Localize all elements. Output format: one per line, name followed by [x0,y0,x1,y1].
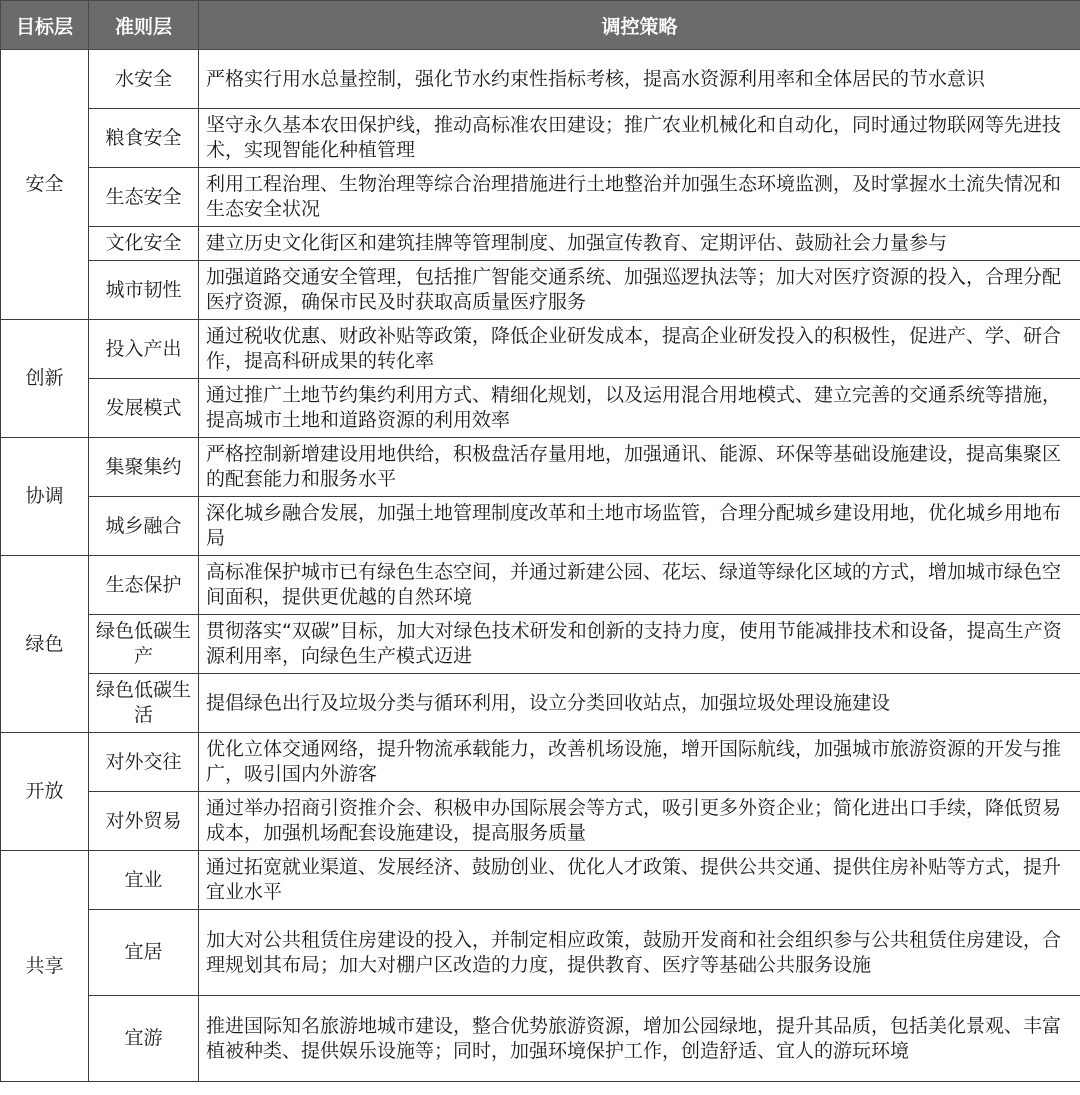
table-row [1,851,1080,910]
target-cell: 创新 [1,320,89,438]
strategy-cell: 提倡绿色出行及垃圾分类与循环利用，设立分类回收站点，加强垃圾处理设施建设 [199,674,1080,733]
table-row [1,50,1080,109]
criterion-cell: 生态保护 [89,556,199,615]
strategy-cell: 推进国际知名旅游地城市建设，整合优势旅游资源，增加公园绿地，提升其品质，包括美化景观、丰富植被种类、提供娱乐设施等；同时，加强环境保护工作，创造舒适、宜人的游玩环境 [199,996,1080,1082]
strategy-cell: 严格实行用水总量控制，强化节水约束性指标考核，提高水资源利用率和全体居民的节水意识 [199,50,1080,109]
criterion-cell: 对外贸易 [89,792,199,851]
strategy-cell: 通过举办招商引资推介会、积极申办国际展会等方式，吸引更多外资企业；简化进出口手续，降低贸易成本，加强机场配套设施建设，提高服务质量 [199,792,1080,851]
header-strategy: 调控策略 [199,1,1080,50]
criterion-cell: 绿色低碳生活 [89,674,199,733]
strategy-cell: 深化城乡融合发展，加强土地管理制度改革和土地市场监管，合理分配城乡建设用地，优化城乡用地布局 [199,497,1080,556]
table-row [1,497,1080,556]
table-row [1,320,1080,379]
table-row [1,227,1080,261]
table-row [1,792,1080,851]
table-row [1,438,1080,497]
target-cell: 开放 [1,733,89,851]
table-row [1,379,1080,438]
table-row [1,674,1080,733]
table-row [1,109,1080,168]
target-cell: 绿色 [1,556,89,733]
strategy-cell: 加大对公共租赁住房建设的投入，并制定相应政策，鼓励开发商和社会组织参与公共租赁住房建设，合理规划其布局；加大对棚户区改造的力度，提供教育、医疗等基础公共服务设施 [199,910,1080,996]
strategy-cell: 建立历史文化街区和建筑挂牌等管理制度、加强宣传教育、定期评估、鼓励社会力量参与 [199,227,1080,261]
header-row [1,1,1080,50]
criterion-cell: 生态安全 [89,168,199,227]
target-cell: 共享 [1,851,89,1082]
criterion-cell: 宜游 [89,996,199,1082]
strategy-cell: 通过推广土地节约集约利用方式、精细化规划，以及运用混合用地模式、建立完善的交通系统等措施，提高城市土地和道路资源的利用效率 [199,379,1080,438]
strategy-cell: 贯彻落实“双碳”目标，加大对绿色技术研发和创新的支持力度，使用节能减排技术和设备，提高生产资源利用率，向绿色生产模式迈进 [199,615,1080,674]
table-row [1,615,1080,674]
target-cell: 安全 [1,50,89,320]
strategy-cell: 优化立体交通网络，提升物流承载能力，改善机场设施，增开国际航线，加强城市旅游资源的开发与推广，吸引国内外游客 [199,733,1080,792]
table-row [1,261,1080,320]
criterion-cell: 发展模式 [89,379,199,438]
strategy-cell: 通过税收优惠、财政补贴等政策，降低企业研发成本，提高企业研发投入的积极性，促进产、学、研合作，提高科研成果的转化率 [199,320,1080,379]
strategy-cell: 坚守永久基本农田保护线，推动高标准农田建设；推广农业机械化和自动化，同时通过物联网等先进技术，实现智能化种植管理 [199,109,1080,168]
strategy-cell: 通过拓宽就业渠道、发展经济、鼓励创业、优化人才政策、提供公共交通、提供住房补贴等方式，提升宜业水平 [199,851,1080,910]
table-row [1,556,1080,615]
strategy-cell: 高标准保护城市已有绿色生态空间，并通过新建公园、花坛、绿道等绿化区域的方式，增加城市绿色空间面积，提供更优越的自然环境 [199,556,1080,615]
strategy-cell: 严格控制新增建设用地供给，积极盘活存量用地，加强通讯、能源、环保等基础设施建设，提高集聚区的配套能力和服务水平 [199,438,1080,497]
table-row [1,910,1080,996]
criterion-cell: 集聚集约 [89,438,199,497]
criterion-cell: 水安全 [89,50,199,109]
criterion-cell: 宜业 [89,851,199,910]
table-row [1,733,1080,792]
table-row [1,168,1080,227]
criterion-cell: 城市韧性 [89,261,199,320]
criterion-cell: 粮食安全 [89,109,199,168]
criterion-cell: 绿色低碳生产 [89,615,199,674]
strategy-cell: 利用工程治理、生物治理等综合治理措施进行土地整治并加强生态环境监测，及时掌握水土流失情况和生态安全状况 [199,168,1080,227]
criterion-cell: 文化安全 [89,227,199,261]
header-criterion: 准则层 [89,1,199,50]
criterion-cell: 城乡融合 [89,497,199,556]
criterion-cell: 对外交往 [89,733,199,792]
table-row [1,996,1080,1082]
criterion-cell: 投入产出 [89,320,199,379]
strategy-cell: 加强道路交通安全管理，包括推广智能交通系统、加强巡逻执法等；加大对医疗资源的投入，合理分配医疗资源，确保市民及时获取高质量医疗服务 [199,261,1080,320]
target-cell: 协调 [1,438,89,556]
criterion-cell: 宜居 [89,910,199,996]
header-target: 目标层 [1,1,89,50]
